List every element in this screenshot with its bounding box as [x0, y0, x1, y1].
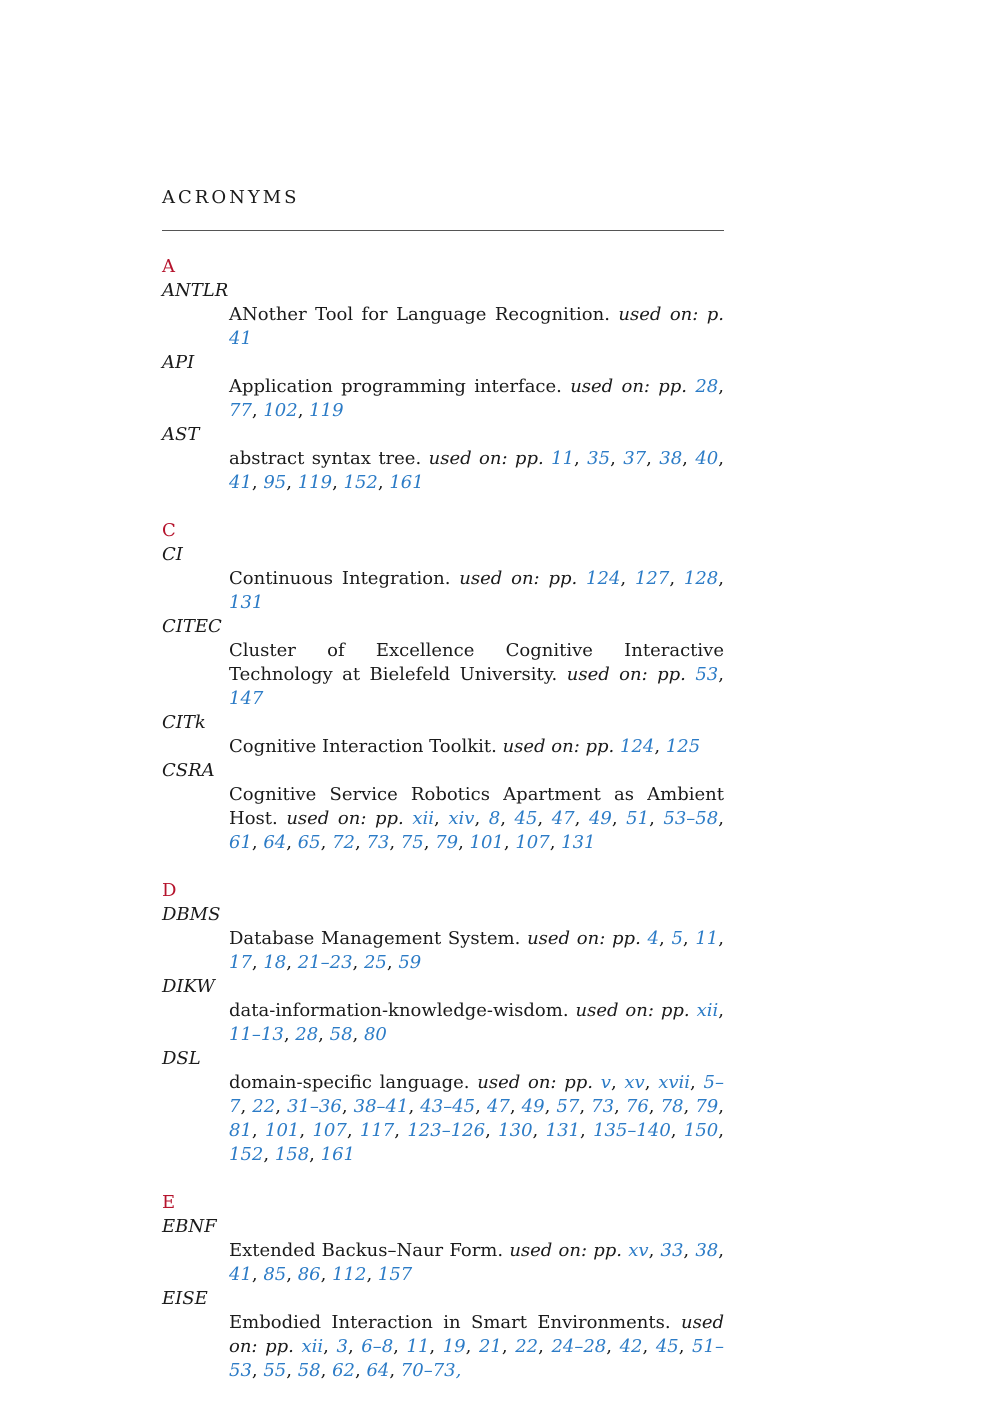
page-reference-link[interactable]: 51–53	[229, 1336, 724, 1381]
page-reference-link[interactable]: 59	[398, 952, 422, 973]
acronym-term: DIKW	[162, 976, 215, 997]
page-reference-link[interactable]: 70–73,	[400, 1360, 462, 1381]
page-reference-link[interactable]: 11	[551, 448, 575, 469]
page-reference-link[interactable]: 37	[623, 448, 647, 469]
chapter-title: ACRONYMS	[162, 187, 300, 208]
acronym-description	[229, 303, 724, 351]
page-reference-link[interactable]: 45	[514, 808, 538, 829]
page-reference-link[interactable]: 128	[683, 568, 719, 589]
acronym-description: Cognitive Service Robotics Apartment as Ambient Host. used on: pp. xii, xiv, 8, 45, 47, 49, 51, 53–58, 61, 64, 65, 72, 73, 75, 79, 101, 107, 131	[229, 784, 724, 853]
acronym-term: DBMS	[162, 904, 221, 925]
acronym-term: EISE	[162, 1288, 208, 1309]
page-reference-link[interactable]: 127	[634, 568, 670, 589]
description-text: Cognitive Interaction Toolkit.	[229, 736, 497, 757]
page-reference-link[interactable]: 64	[366, 1360, 390, 1381]
page-reference-link[interactable]: 131	[545, 1120, 580, 1141]
page-reference-link[interactable]: 6–8	[361, 1336, 394, 1357]
page-reference-link[interactable]: 78	[660, 1096, 684, 1117]
page-reference-link[interactable]: 4	[647, 928, 659, 949]
page-reference-link[interactable]: 76	[625, 1096, 649, 1117]
page-reference-link[interactable]: 47	[486, 1096, 510, 1117]
page-reference-link[interactable]: 55	[263, 1360, 287, 1381]
description-text: abstract syntax tree.	[229, 448, 422, 469]
page-reference-link[interactable]: xv	[624, 1072, 645, 1093]
acronym-description: Embodied Interaction in Smart Environments. used on: pp. xii, 3, 6–8, 11, 19, 21, 22, 24–28, 42, 45, 51–53, 55, 58, 62, 64, 70–73,	[229, 1312, 724, 1381]
acronym-term: EBNF	[162, 1216, 217, 1237]
acronym-description: Cluster of Excellence Cognitive Interactive Technology at Bielefeld University. used on: pp. 53, 147	[229, 640, 724, 709]
page-reference-link[interactable]: 17	[229, 952, 252, 973]
acronym-description: Extended Backus–Naur Form. used on: pp. xv, 33, 38, 41, 85, 86, 112, 157	[229, 1240, 724, 1285]
page-reference-link[interactable]: 107	[515, 832, 550, 853]
acronym-description: Cognitive Interaction Toolkit. used on: pp. 124, 125	[229, 736, 701, 757]
page-reference-link[interactable]: 24–28	[551, 1336, 607, 1357]
page-reference-link[interactable]: 57	[556, 1096, 580, 1117]
page-reference-link[interactable]: 21–23	[297, 952, 353, 973]
page-reference-link[interactable]: 22	[515, 1336, 539, 1357]
acronym-description: data-information-knowledge-wisdom. used on: pp. xii, 11–13, 28, 58, 80	[229, 1000, 724, 1045]
page-reference-link[interactable]: 38–41	[353, 1096, 409, 1117]
used-on-label: used on: pp.	[509, 1240, 623, 1261]
acronym-term: CITk	[162, 712, 206, 733]
description-text: data-information-knowledge-wisdom.	[229, 1000, 569, 1021]
page-reference-link[interactable]: 130	[498, 1120, 533, 1141]
page-reference-link[interactable]: 64	[263, 832, 287, 853]
page-reference-link[interactable]: 75	[400, 832, 424, 853]
page-reference-link[interactable]: 62	[332, 1360, 355, 1381]
used-on-label: used on: pp.	[477, 1072, 594, 1093]
acronym-term: CI	[162, 544, 183, 565]
used-on-label: used on: pp.	[570, 376, 688, 397]
page-reference-link[interactable]: 123–126	[407, 1120, 486, 1141]
page-reference-link[interactable]: 49	[588, 808, 612, 829]
acronym-description: Continuous Integration. used on: pp. 124, 127, 128, 131	[229, 568, 724, 613]
page-reference-link[interactable]: xii	[412, 808, 435, 829]
page-reference-link[interactable]: 150	[683, 1120, 719, 1141]
page-reference-link[interactable]: 38	[695, 1240, 719, 1261]
description-text: ANother Tool for Language Recognition.	[229, 304, 610, 325]
page-reference-link[interactable]: 79	[695, 1096, 719, 1117]
page-reference-link[interactable]: 18	[263, 952, 287, 973]
used-on-label: used on: pp.	[502, 736, 615, 757]
acronym-term: CSRA	[162, 760, 215, 781]
acronym-group-a	[162, 255, 724, 495]
page-reference-link[interactable]: 86	[297, 1264, 321, 1285]
acronym-description: domain-specific language. used on: pp. v, xv, xvii, 5–7, 22, 31–36, 38–41, 43–45, 47, 49, 57, 73, 76, 78, 79, 81, 101, 107, 117, 123–126, 130, 131, 135–140, 150, 152, 158, 161	[229, 1072, 724, 1165]
page-reference-link[interactable]: 11–13	[229, 1024, 284, 1045]
acronym-group-c	[162, 519, 724, 855]
acronym-term: CITEC	[162, 616, 222, 637]
page-reference-link[interactable]: 80	[363, 1024, 387, 1045]
page-reference-link[interactable]: xvii	[658, 1072, 691, 1093]
page-reference-link[interactable]: 47	[551, 808, 575, 829]
acronym-description: Application programming interface. used on: pp. 28, 77, 102, 119	[229, 376, 724, 421]
description-text: Database Management System.	[229, 928, 521, 949]
used-on-label: used on: pp.	[575, 1000, 690, 1021]
used-on-label: used on: pp.	[286, 808, 404, 829]
page-reference-link[interactable]: 8	[488, 808, 501, 829]
used-on-label: used on: pp.	[566, 664, 686, 685]
page-reference-link[interactable]: 5	[671, 928, 683, 949]
page-reference-link[interactable]: 42	[619, 1336, 643, 1357]
page-reference-link[interactable]: 79	[435, 832, 459, 853]
acronym-description: abstract syntax tree. used on: pp. 11, 35, 37, 38, 40, 41, 95, 119, 152, 161	[229, 448, 724, 493]
page-reference-link[interactable]: 11	[695, 928, 719, 949]
acronym-list	[162, 255, 724, 1383]
page-reference-link[interactable]: 3	[336, 1336, 348, 1357]
page-reference-link[interactable]: 73	[366, 832, 390, 853]
page-reference-link[interactable]: 35	[587, 448, 611, 469]
page-reference-link[interactable]: 95	[263, 472, 287, 493]
description-text: Cluster of Excellence Cognitive Interactive Technology at Bielefeld University.	[229, 640, 724, 685]
page-reference-link[interactable]: 5–7	[229, 1072, 724, 1117]
group-letter: D	[162, 880, 177, 901]
acronym-group-d	[162, 879, 724, 1167]
acronym-group-e	[162, 1191, 724, 1383]
page-reference-link[interactable]: 85	[263, 1264, 287, 1285]
page-reference-link[interactable]: 21	[478, 1336, 502, 1357]
page-reference-link[interactable]: 33	[660, 1240, 684, 1261]
page-reference-link[interactable]: 51	[626, 808, 650, 829]
acronym-term: DSL	[162, 1048, 201, 1069]
description-text: Embodied Interaction in Smart Environments.	[229, 1312, 671, 1333]
acronym-description: Database Management System. used on: pp. 4, 5, 11, 17, 18, 21–23, 25, 59	[229, 928, 724, 973]
page-reference-link[interactable]: 53	[695, 664, 719, 685]
page-reference-link[interactable]: 45	[655, 1336, 679, 1357]
page-reference-link[interactable]: 131	[229, 592, 264, 613]
page-reference-link[interactable]: 135–140	[593, 1120, 671, 1141]
used-on-label: used on: p.	[618, 304, 725, 325]
page-reference-link[interactable]: 19	[442, 1336, 466, 1357]
page-reference-link[interactable]: 38	[659, 448, 683, 469]
page-reference-link[interactable]: 119	[297, 472, 333, 493]
page-reference-link[interactable]: 124	[586, 568, 621, 589]
page-reference-link[interactable]: 147	[229, 688, 264, 709]
page-reference-link[interactable]: 58	[297, 1360, 321, 1381]
title-rule	[162, 230, 724, 231]
description-text: Continuous Integration.	[229, 568, 451, 589]
group-letter: E	[162, 1192, 176, 1213]
page-reference-link[interactable]: xiv	[448, 808, 475, 829]
acronym-term: AST	[162, 424, 200, 445]
page-reference-link[interactable]: 28	[295, 1024, 319, 1045]
page-reference-link[interactable]: 152	[229, 1144, 264, 1165]
group-letter: C	[162, 520, 176, 541]
page-reference-link[interactable]: 73	[591, 1096, 615, 1117]
page-reference-link[interactable]: 124	[620, 736, 655, 757]
group-letter: A	[162, 256, 175, 277]
page-reference-link[interactable]: 131	[561, 832, 596, 853]
page-reference-link[interactable]: 119	[309, 400, 344, 421]
page-reference-link[interactable]: 61	[229, 832, 252, 853]
acronyms-page	[162, 186, 724, 1383]
page-reference-link[interactable]: 25	[363, 952, 387, 973]
page-reference-link[interactable]: 41	[229, 328, 252, 349]
acronym-term: API	[162, 352, 195, 373]
page-reference-link[interactable]: 41	[229, 472, 252, 493]
used-on-label: used on: pp.	[527, 928, 641, 949]
page-reference-link[interactable]: 152	[343, 472, 378, 493]
description-text: Cognitive Service Robotics Apartment as Ambient Host.	[229, 784, 724, 829]
used-on-label: used on: pp.	[428, 448, 544, 469]
page-reference-link[interactable]: 81	[229, 1120, 252, 1141]
description-text: Extended Backus–Naur Form.	[229, 1240, 504, 1261]
page-reference-link[interactable]: v	[600, 1072, 611, 1093]
page-reference-link[interactable]: 161	[320, 1144, 355, 1165]
page-reference-link[interactable]: 101	[265, 1120, 300, 1141]
page-reference-link[interactable]: 65	[297, 832, 321, 853]
page-reference-link[interactable]: 41	[229, 1264, 252, 1285]
page-reference-link[interactable]: 22	[252, 1096, 276, 1117]
page-reference-link[interactable]: 58	[329, 1024, 353, 1045]
page-reference-link[interactable]: 40	[695, 448, 719, 469]
page-reference-link[interactable]: xii	[301, 1336, 324, 1357]
page-reference-link[interactable]: 117	[359, 1120, 395, 1141]
description-text: Application programming interface.	[229, 376, 562, 397]
page-reference-link[interactable]: 49	[521, 1096, 545, 1117]
page-reference-link[interactable]: 31–36	[287, 1096, 342, 1117]
page-reference-link[interactable]: 107	[312, 1120, 347, 1141]
used-on-label: used on: pp.	[459, 568, 578, 589]
page-reference-link[interactable]: 77	[229, 400, 252, 421]
used-on-label: used on: pp.	[229, 1312, 724, 1357]
page-reference-link[interactable]: 158	[274, 1144, 310, 1165]
page-reference-link[interactable]: 101	[469, 832, 504, 853]
page-reference-link[interactable]: 161	[389, 472, 424, 493]
page-reference-link[interactable]: 157	[377, 1264, 413, 1285]
acronym-term: ANTLR	[162, 280, 229, 301]
page-reference-link[interactable]: 112	[332, 1264, 367, 1285]
page-reference-link[interactable]: 11	[406, 1336, 430, 1357]
page-reference-link[interactable]: 43–45	[420, 1096, 476, 1117]
page-reference-link[interactable]: 28	[695, 376, 719, 397]
page-reference-link[interactable]: xii	[696, 1000, 719, 1021]
page-reference-link[interactable]: 53–58	[663, 808, 719, 829]
page-reference-link[interactable]: xv	[628, 1240, 649, 1261]
description-text: domain-specific language.	[229, 1072, 470, 1093]
page-reference-link[interactable]: 72	[332, 832, 355, 853]
page-reference-link[interactable]: 125	[665, 736, 701, 757]
page-reference-link[interactable]: 102	[263, 400, 298, 421]
